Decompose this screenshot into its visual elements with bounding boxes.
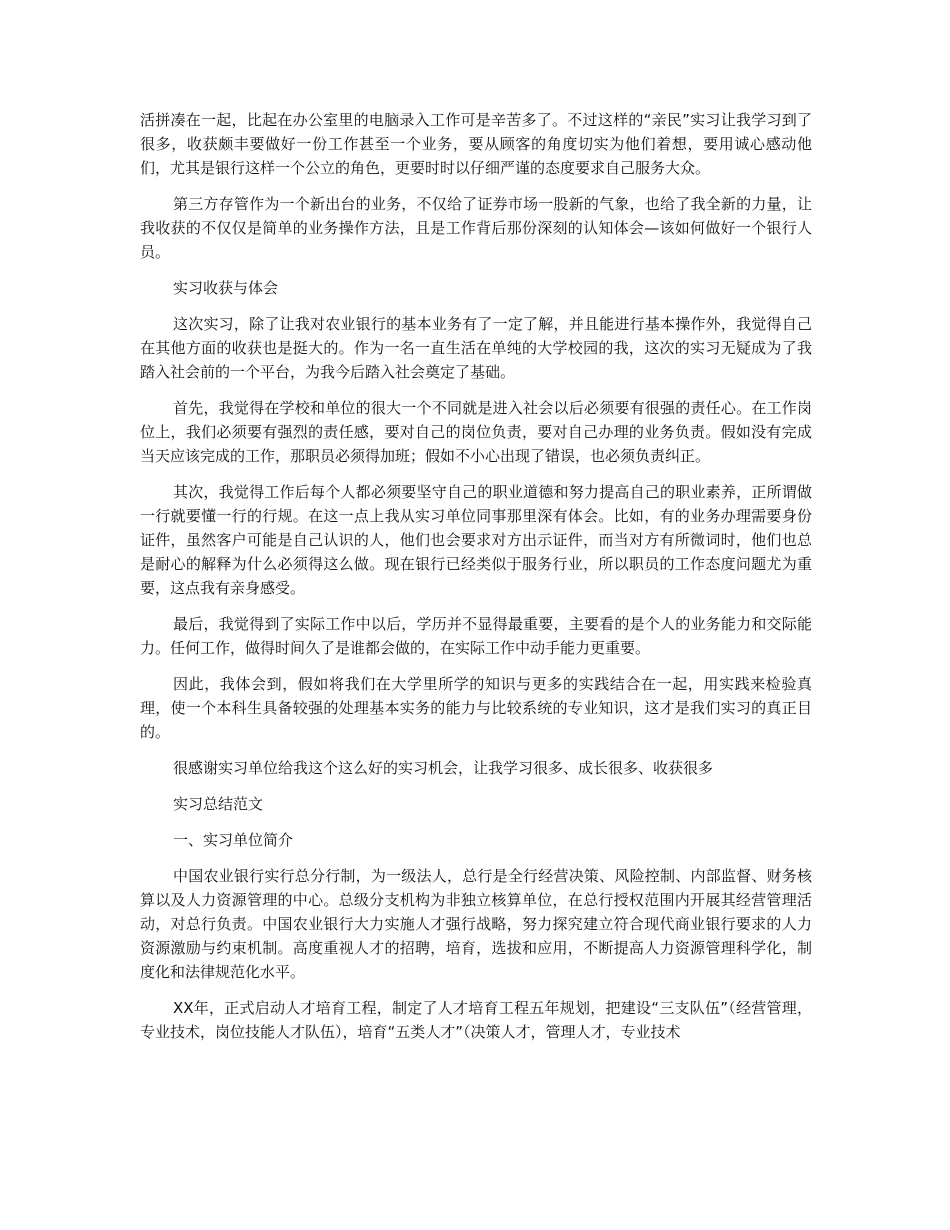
paragraph: 其次，我觉得工作后每个人都必须要坚守自己的职业道德和努力提高自己的职业素养，正所谓做一行就要懂一行的行规。在这一点上我从实习单位同事那里深有体会。比如，有的业务办理需要身份证件，虽然客户可能是自己认识的人，他们也会要求对方出示证件，而当对方有所微词时，他们也总是耐心的解释为什么必须得这么做。现在银行已经类似于服务行业，所以职员的工作态度问题尤为重要，这点我有亲身感受。 xyxy=(140,483,812,597)
paragraph: 首先，我觉得在学校和单位的很大一个不同就是进入社会以后必须要有很强的责任心。在工作岗位上，我们必须要有强烈的责任感，要对自己的岗位负责，要对自己办理的业务负责。假如没有完成当天应该完成的工作，那职员必须得加班；假如不小心出现了错误，也必须负责纠正。 xyxy=(140,399,812,465)
document-page xyxy=(140,108,812,1056)
paragraph: 中国农业银行实行总分行制，为一级法人，总行是全行经营决策、风险控制、内部监督、财务核算以及人力资源管理的中心。总级分支机构为非独立核算单位，在总行授权范围内开展其经营管理活动，对总行负责。中国农业银行大力实施人才强行战略，努力探究建立符合现代商业银行要求的人力资源激励与约束机制。高度重视人才的招聘，培育，选拔和应用，不断提高人力资源管理科学化，制度化和法律规范化水平。 xyxy=(140,867,812,981)
section-heading: 实习收获与体会 xyxy=(173,279,279,297)
paragraph: 这次实习，除了让我对农业银行的基本业务有了一定了解，并且能进行基本操作外，我觉得自己在其他方面的收获也是挺大的。作为一名一直生活在单纯的大学校园的我，这次的实习无疑成为了我踏入社会前的一个平台，为我今后踏入社会奠定了基础。 xyxy=(140,315,812,381)
section-heading: 一、实习单位简介 xyxy=(173,831,294,849)
paragraph-continued: 活拼凑在一起，比起在办公室里的电脑录入工作可是辛苦多了。不过这样的“亲民”实习让我学习到了很多，收获颇丰要做好一份工作甚至一个业务，要从顾客的角度切实为他们着想，要用诚心感动他们，尤其是银行这样一个公立的角色，更要时时以仔细严谨的态度要求自己服务大众。 xyxy=(140,111,812,177)
paragraph: XX年，正式启动人才培育工程，制定了人才培育工程五年规划，把建设“三支队伍”（经营管理，专业技术，岗位技能人才队伍），培育“五类人才”（决策人才，管理人才，专业技术 xyxy=(140,999,812,1041)
paragraph: 第三方存管作为一个新出台的业务，不仅给了证券市场一股新的气象，也给了我全新的力量，让我收获的不仅仅是简单的业务操作方法，且是工作背后那份深刻的认知体会—该如何做好一个银行人员。 xyxy=(140,195,812,261)
paragraph: 很感谢实习单位给我这个这么好的实习机会，让我学习很多、成长很多、收获很多 xyxy=(173,759,714,777)
paragraph: 因此，我体会到，假如将我们在大学里所学的知识与更多的实践结合在一起，用实践来检验真理，使一个本科生具备较强的处理基本实务的能力与比较系统的专业知识，这才是我们实习的真正目的。 xyxy=(140,675,812,741)
paragraph: 最后，我觉得到了实际工作中以后，学历并不显得最重要，主要看的是个人的业务能力和交际能力。任何工作，做得时间久了是谁都会做的，在实际工作中动手能力更重要。 xyxy=(140,615,812,657)
section-heading: 实习总结范文 xyxy=(173,795,264,813)
